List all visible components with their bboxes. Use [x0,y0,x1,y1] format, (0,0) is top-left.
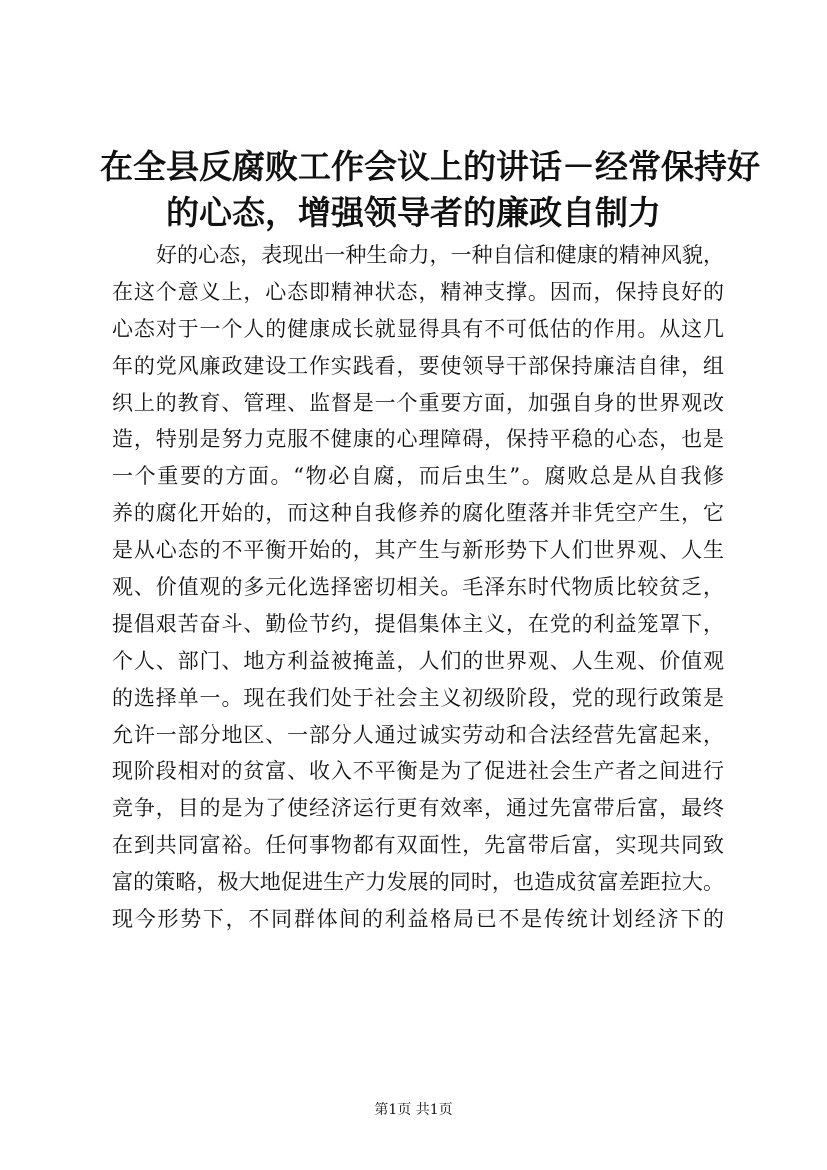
document-title [100,144,760,236]
body-line: 个人、部门、地方利益被掩盖，人们的世界观、人生观、价值观 [112,648,724,673]
body-line: 养的腐化开始的，而这种自我修养的腐化堕落并非凭空产生，它 [112,501,724,526]
body-line: 的选择单一。现在我们处于社会主义初级阶段，党的现行政策是 [112,685,724,710]
title-line-1: 在全县反腐败工作会议上的讲话－经常保持好 [100,147,760,186]
body-line: 好的心态，表现出一种生命力，一种自信和健康的精神风貌， [156,243,724,267]
body-line: 允许一部分地区、一部分人通过诚实劳动和合法经营先富起来， [112,722,724,747]
body-line: 现今形势下，不同群体间的利益格局已不是传统计划经济下的 [112,907,724,932]
body-line: 富的策略，极大地促进生产力发展的同时，也造成贫富差距拉大。 [112,870,724,895]
body-line: 在到共同富裕。任何事物都有双面性，先富带后富，实现共同致 [112,833,724,858]
body-line: 提倡艰苦奋斗、勤俭节约，提倡集体主义，在党的利益笼罩下， [112,611,724,636]
body-line: 是从心态的不平衡开始的，其产生与新形势下人们世界观、人生 [112,538,724,563]
body-paragraph [112,237,724,938]
body-line: 造，特别是努力克服不健康的心理障碍，保持平稳的心态，也是 [112,427,724,452]
body-line: 在这个意义上，心态即精神状态，精神支撑。因而，保持良好的 [112,279,724,304]
body-line: 一个重要的方面。“物必自腐，而后虫生”。腐败总是从自我修 [112,464,724,489]
body-line: 竞争，目的是为了使经济运行更有效率，通过先富带后富，最终 [112,796,724,821]
body-line: 心态对于一个人的健康成长就显得具有不可低估的作用。从这几 [112,316,724,341]
body-line: 年的党风廉政建设工作实践看，要使领导干部保持廉洁自律，组 [112,353,724,378]
body-line: 观、价值观的多元化选择密切相关。毛泽东时代物质比较贫乏， [112,575,724,600]
body-line: 现阶段相对的贫富、收入不平衡是为了促进社会生产者之间进行 [112,759,724,784]
title-line-2: 的心态，增强领导者的廉政自制力 [166,193,661,232]
body-line: 织上的教育、管理、监督是一个重要方面，加强自身的世界观改 [112,390,724,415]
page-footer: 第1页 共1页 [374,1102,453,1118]
